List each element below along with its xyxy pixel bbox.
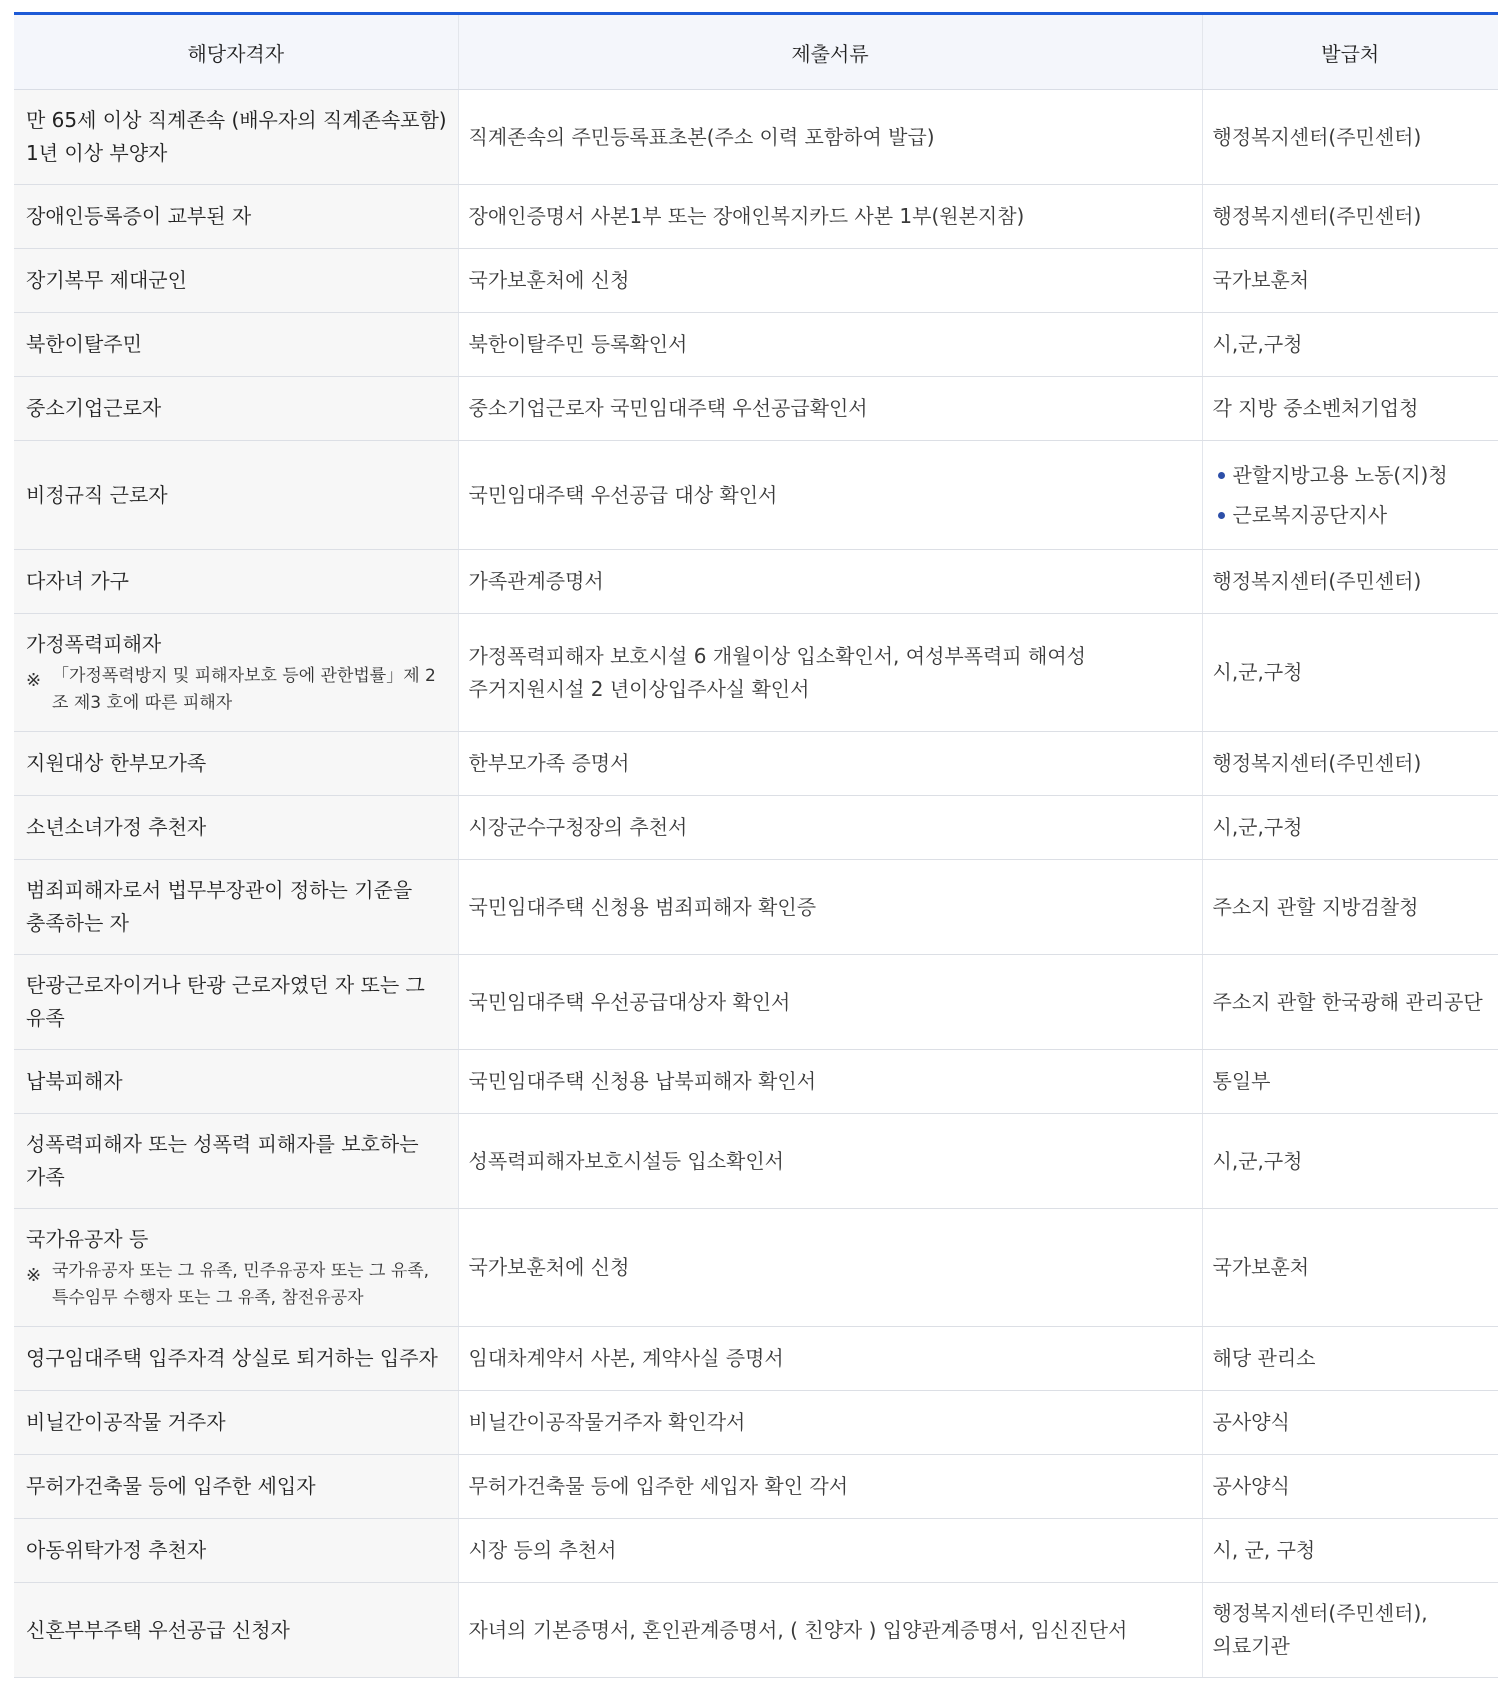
documents-cell: 비닐간이공작물거주자 확인각서: [458, 1391, 1202, 1455]
header-row: [14, 14, 1498, 90]
documents-cell: 직계존속의 주민등록표초본(주소 이력 포함하여 발급): [458, 90, 1202, 185]
reference-mark-icon: ※: [26, 670, 42, 691]
documents-cell: 국민임대주택 신청용 납북피해자 확인서: [458, 1050, 1202, 1114]
header-documents: 제출서류: [458, 14, 1202, 90]
issuer-cell: 시,군,구청: [1202, 796, 1498, 860]
table-row: [14, 90, 1498, 185]
bullet-dot-icon: [1218, 472, 1225, 479]
issuer-cell: 각 지방 중소벤처기업청: [1202, 377, 1498, 441]
qualification-cell: [14, 1209, 458, 1327]
header-qualification: 해당자격자: [14, 14, 458, 90]
table-row: [14, 614, 1498, 732]
qualification-title: 국가유공자 등: [26, 1227, 149, 1251]
table-row: [14, 249, 1498, 313]
issuer-cell: 시, 군, 구청: [1202, 1519, 1498, 1583]
list-item: [1213, 495, 1489, 535]
note-text: 국가유공자 또는 그 유족, 민주유공자 또는 그 유족,특수임무 수행자 또는 그 유족, 참전유공자: [52, 1261, 430, 1308]
table-row: [14, 550, 1498, 614]
table-row: [14, 377, 1498, 441]
documents-cell: 자녀의 기본증명서, 혼인관계증명서, ( 친양자 ) 입양관계증명서, 임신진단서: [458, 1583, 1202, 1678]
list-item: [1213, 455, 1489, 495]
table-row: [14, 1327, 1498, 1391]
qualification-cell: 범죄피해자로서 법무부장관이 정하는 기준을 충족하는 자: [14, 860, 458, 955]
qualification-cell: 신혼부부주택 우선공급 신청자: [14, 1583, 458, 1678]
qualification-title: 가정폭력피해자: [26, 632, 162, 656]
qualification-cell: 지원대상 한부모가족: [14, 732, 458, 796]
table-row: [14, 796, 1498, 860]
table-row: [14, 860, 1498, 955]
table-body: [14, 90, 1498, 1678]
documents-cell: 무허가건축물 등에 입주한 세입자 확인 각서: [458, 1455, 1202, 1519]
qualification-cell: 소년소녀가정 추천자: [14, 796, 458, 860]
list-item-label: 근로복지공단지사: [1232, 503, 1388, 527]
documents-cell: 국민임대주택 우선공급 대상 확인서: [458, 441, 1202, 550]
table-header: [14, 14, 1498, 90]
issuer-cell: 행정복지센터(주민센터): [1202, 732, 1498, 796]
issuer-cell: 공사양식: [1202, 1455, 1498, 1519]
table-row: [14, 1519, 1498, 1583]
qualification-cell: 장애인등록증이 교부된 자: [14, 185, 458, 249]
issuer-cell: 공사양식: [1202, 1391, 1498, 1455]
table-row: [14, 1114, 1498, 1209]
table-row: [14, 313, 1498, 377]
table-row: [14, 1050, 1498, 1114]
issuer-cell: 국가보훈처: [1202, 1209, 1498, 1327]
qualification-note: [26, 663, 448, 717]
qualification-cell: 다자녀 가구: [14, 550, 458, 614]
qualification-cell: 무허가건축물 등에 입주한 세입자: [14, 1455, 458, 1519]
reference-mark-icon: ※: [26, 1265, 42, 1286]
issuer-list: [1213, 455, 1489, 535]
issuer-cell: 행정복지센터(주민센터), 의료기관: [1202, 1583, 1498, 1678]
documents-cell: 시장군수구청장의 추천서: [458, 796, 1202, 860]
issuer-cell: 행정복지센터(주민센터): [1202, 550, 1498, 614]
documents-table: [14, 12, 1498, 1678]
issuer-cell: 해당 관리소: [1202, 1327, 1498, 1391]
qualification-cell: 북한이탈주민: [14, 313, 458, 377]
documents-cell: 장애인증명서 사본1부 또는 장애인복지카드 사본 1부(원본지참): [458, 185, 1202, 249]
qualification-cell: 아동위탁가정 추천자: [14, 1519, 458, 1583]
table-row: [14, 1455, 1498, 1519]
table-row: [14, 732, 1498, 796]
table-row: [14, 955, 1498, 1050]
qualification-cell: 장기복무 제대군인: [14, 249, 458, 313]
issuer-cell: 시,군,구청: [1202, 313, 1498, 377]
issuer-cell: 주소지 관할 한국광해 관리공단: [1202, 955, 1498, 1050]
qualification-cell: 중소기업근로자: [14, 377, 458, 441]
table-row: [14, 1209, 1498, 1327]
qualification-cell: 탄광근로자이거나 탄광 근로자였던 자 또는 그 유족: [14, 955, 458, 1050]
table-row: [14, 1583, 1498, 1678]
documents-cell: 임대차계약서 사본, 계약사실 증명서: [458, 1327, 1202, 1391]
qualification-cell: 영구임대주택 입주자격 상실로 퇴거하는 입주자: [14, 1327, 458, 1391]
issuer-cell: 행정복지센터(주민센터): [1202, 185, 1498, 249]
issuer-cell: 행정복지센터(주민센터): [1202, 90, 1498, 185]
documents-cell: 국민임대주택 우선공급대상자 확인서: [458, 955, 1202, 1050]
qualification-cell: [14, 614, 458, 732]
documents-cell: 성폭력피해자보호시설등 입소확인서: [458, 1114, 1202, 1209]
issuer-cell: 시,군,구청: [1202, 614, 1498, 732]
bullet-dot-icon: [1218, 512, 1225, 519]
qualification-cell: 만 65세 이상 직계존속 (배우자의 직계존속포함) 1년 이상 부양자: [14, 90, 458, 185]
documents-cell: 북한이탈주민 등록확인서: [458, 313, 1202, 377]
documents-cell: 국민임대주택 신청용 범죄피해자 확인증: [458, 860, 1202, 955]
qualification-cell: 성폭력피해자 또는 성폭력 피해자를 보호하는 가족: [14, 1114, 458, 1209]
documents-cell: 가정폭력피해자 보호시설 6 개월이상 입소확인서, 여성부폭력피 해여성 주거지원시설 2 년이상입주사실 확인서: [458, 614, 1202, 732]
table-row: [14, 1391, 1498, 1455]
documents-cell: 시장 등의 추천서: [458, 1519, 1202, 1583]
issuer-cell: [1202, 441, 1498, 550]
issuer-cell: 시,군,구청: [1202, 1114, 1498, 1209]
documents-cell: 중소기업근로자 국민임대주택 우선공급확인서: [458, 377, 1202, 441]
note-text: 「가정폭력방지 및 피해자보호 등에 관한법률」제 2 조 제3 호에 따른 피해자: [52, 666, 436, 713]
qualification-cell: 비정규직 근로자: [14, 441, 458, 550]
documents-cell: 국가보훈처에 신청: [458, 1209, 1202, 1327]
documents-cell: 한부모가족 증명서: [458, 732, 1202, 796]
table-row: [14, 185, 1498, 249]
qualification-note: [26, 1258, 448, 1312]
qualification-cell: 납북피해자: [14, 1050, 458, 1114]
documents-table-container: [14, 12, 1498, 1678]
documents-cell: 가족관계증명서: [458, 550, 1202, 614]
documents-cell: 국가보훈처에 신청: [458, 249, 1202, 313]
issuer-cell: 국가보훈처: [1202, 249, 1498, 313]
header-issuer: 발급처: [1202, 14, 1498, 90]
table-row: [14, 441, 1498, 550]
issuer-cell: 통일부: [1202, 1050, 1498, 1114]
qualification-cell: 비닐간이공작물 거주자: [14, 1391, 458, 1455]
issuer-cell: 주소지 관할 지방검찰청: [1202, 860, 1498, 955]
list-item-label: 관할지방고용 노동(지)청: [1232, 463, 1448, 487]
